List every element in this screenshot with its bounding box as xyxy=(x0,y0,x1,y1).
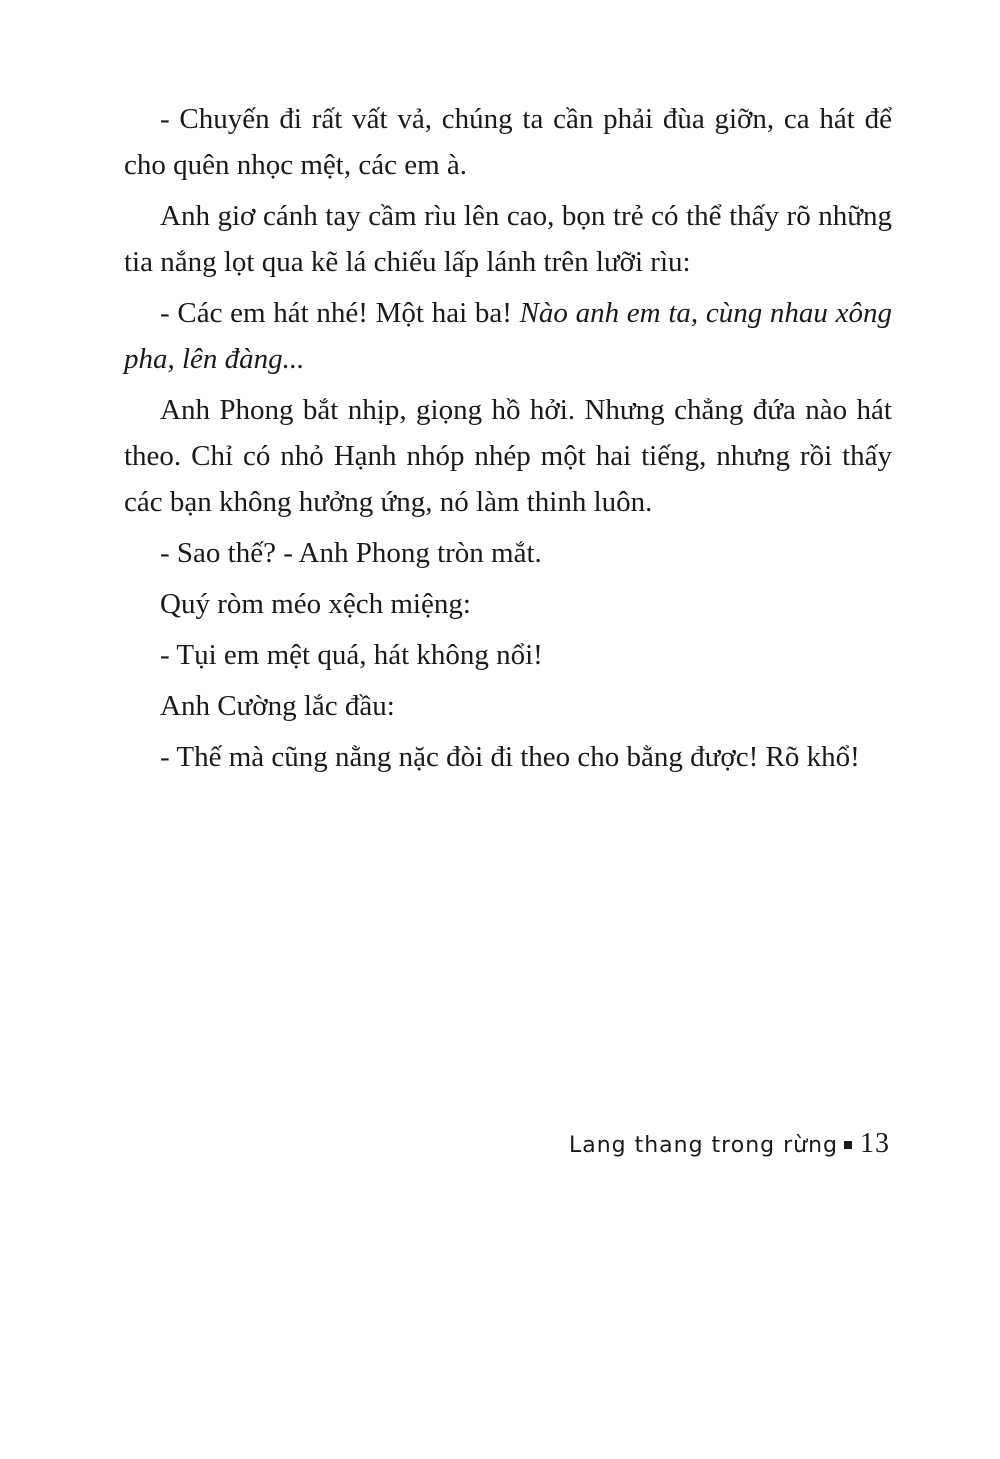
paragraph-4 xyxy=(124,387,892,525)
paragraph-4-text: Anh Phong bắt nhịp, giọng hồ hởi. Nhưng chẳng đứa nào hát theo. Chỉ có nhỏ Hạnh nhóp nhép một hai tiếng, nhưng rồi thấy các bạn không hưởng ứng, nó làm thinh luôn. xyxy=(124,394,892,518)
paragraph-6-text: Quý ròm méo xệch miệng: xyxy=(160,588,471,620)
paragraph-9 xyxy=(124,734,892,780)
paragraph-7-text: - Tụi em mệt quá, hát không nổi! xyxy=(160,639,543,671)
paragraph-5-text: - Sao thế? - Anh Phong tròn mắt. xyxy=(160,537,542,569)
paragraph-1-text: - Chuyến đi rất vất vả, chúng ta cần phải đùa giỡn, ca hát để cho quên nhọc mệt, các em à. xyxy=(124,103,892,181)
paragraph-5 xyxy=(124,530,892,576)
page-number: 13 xyxy=(860,1128,890,1159)
footer-title: Lang thang trong rừng xyxy=(568,1133,838,1158)
paragraph-9-text: - Thế mà cũng nằng nặc đòi đi theo cho bằng được! Rõ khổ! xyxy=(160,741,860,773)
paragraph-3 xyxy=(124,290,892,382)
paragraph-1 xyxy=(124,96,892,188)
paragraph-2-text: Anh giơ cánh tay cầm rìu lên cao, bọn trẻ có thể thấy rõ những tia nắng lọt qua kẽ lá chiếu lấp lánh trên lưỡi rìu: xyxy=(124,200,892,278)
paragraph-7 xyxy=(124,632,892,678)
square-bullet-icon xyxy=(844,1141,852,1149)
running-footer xyxy=(560,1124,890,1166)
paragraph-8 xyxy=(124,683,892,729)
song-lyric: Nào anh em ta, cùng nhau xông pha, lên đàng... xyxy=(124,297,892,375)
paragraph-3-text: - Các em hát nhé! Một hai ba! xyxy=(160,297,520,329)
paragraph-8-text: Anh Cường lắc đầu: xyxy=(160,690,395,722)
paragraph-6 xyxy=(124,581,892,627)
body-text xyxy=(124,96,892,780)
paragraph-2 xyxy=(124,193,892,285)
